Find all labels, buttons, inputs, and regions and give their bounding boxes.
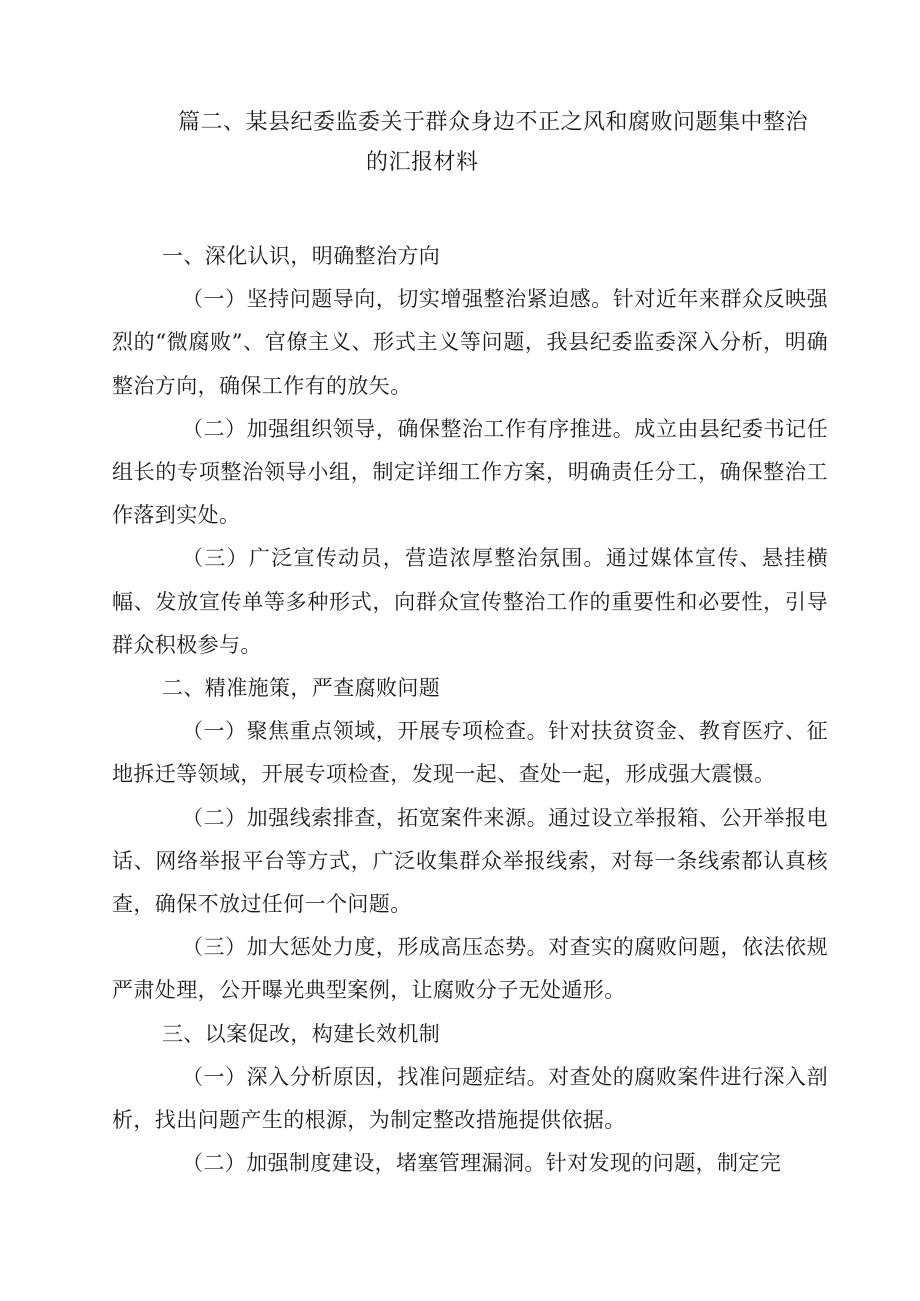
title-line-1: 篇二、某县纪委监委关于群众身边不正之风和腐败问题集中整治 (178, 110, 809, 135)
section-heading-1: 一、深化认识，明确整治方向 (162, 244, 441, 268)
paragraph: （一）聚焦重点领域，开展专项检查。针对扶贫资金、教育医疗、征地拆迁等领域，开展专项检查，发现一起、查处一起，形成强大震慑。 (112, 719, 828, 787)
title-line-2: 的汇报材料 (366, 150, 479, 175)
paragraph: （二）加强制度建设，堵塞管理漏洞。针对发现的问题，制定完 (182, 1151, 782, 1176)
section-heading-2: 二、精准施策，严查腐败问题 (162, 676, 441, 701)
section-heading-3: 三、以案促改，构建长效机制 (162, 1021, 441, 1046)
paragraph: （三）广泛宣传动员，营造浓厚整治氛围。通过媒体宣传、悬挂横幅、发放宣传单等多种形式，向群众宣传整治工作的重要性和必要性，引导群众积极参与。 (112, 546, 828, 657)
paragraph: （二）加强线索排查，拓宽案件来源。通过设立举报箱、公开举报电话、网络举报平台等方式，广泛收集群众举报线索，对每一条线索都认真核查，确保不放过任何一个问题。 (112, 805, 828, 917)
paragraph: （一）坚持问题导向，切实增强整治紧迫感。针对近年来群众反映强烈的“微腐败”、官僚主义、形式主义等问题，我县纪委监委深入分析，明确整治方向，确保工作有的放矢。 (112, 287, 828, 398)
paragraph: （二）加强组织领导，确保整治工作有序推进。成立由县纪委书记任组长的专项整治领导小组，制定详细工作方案，明确责任分工，确保整治工作落到实处。 (112, 416, 828, 528)
document-body (112, 235, 828, 1185)
paragraph: （三）加大惩处力度，形成高压态势。对查实的腐败问题，依法依规严肃处理，公开曝光典型案例，让腐败分子无处遁形。 (112, 935, 828, 1003)
document-title (150, 103, 840, 183)
paragraph: （一）深入分析原因，找准问题症结。对查处的腐败案件进行深入剖析，找出问题产生的根源，为制定整改措施提供依据。 (112, 1064, 828, 1133)
